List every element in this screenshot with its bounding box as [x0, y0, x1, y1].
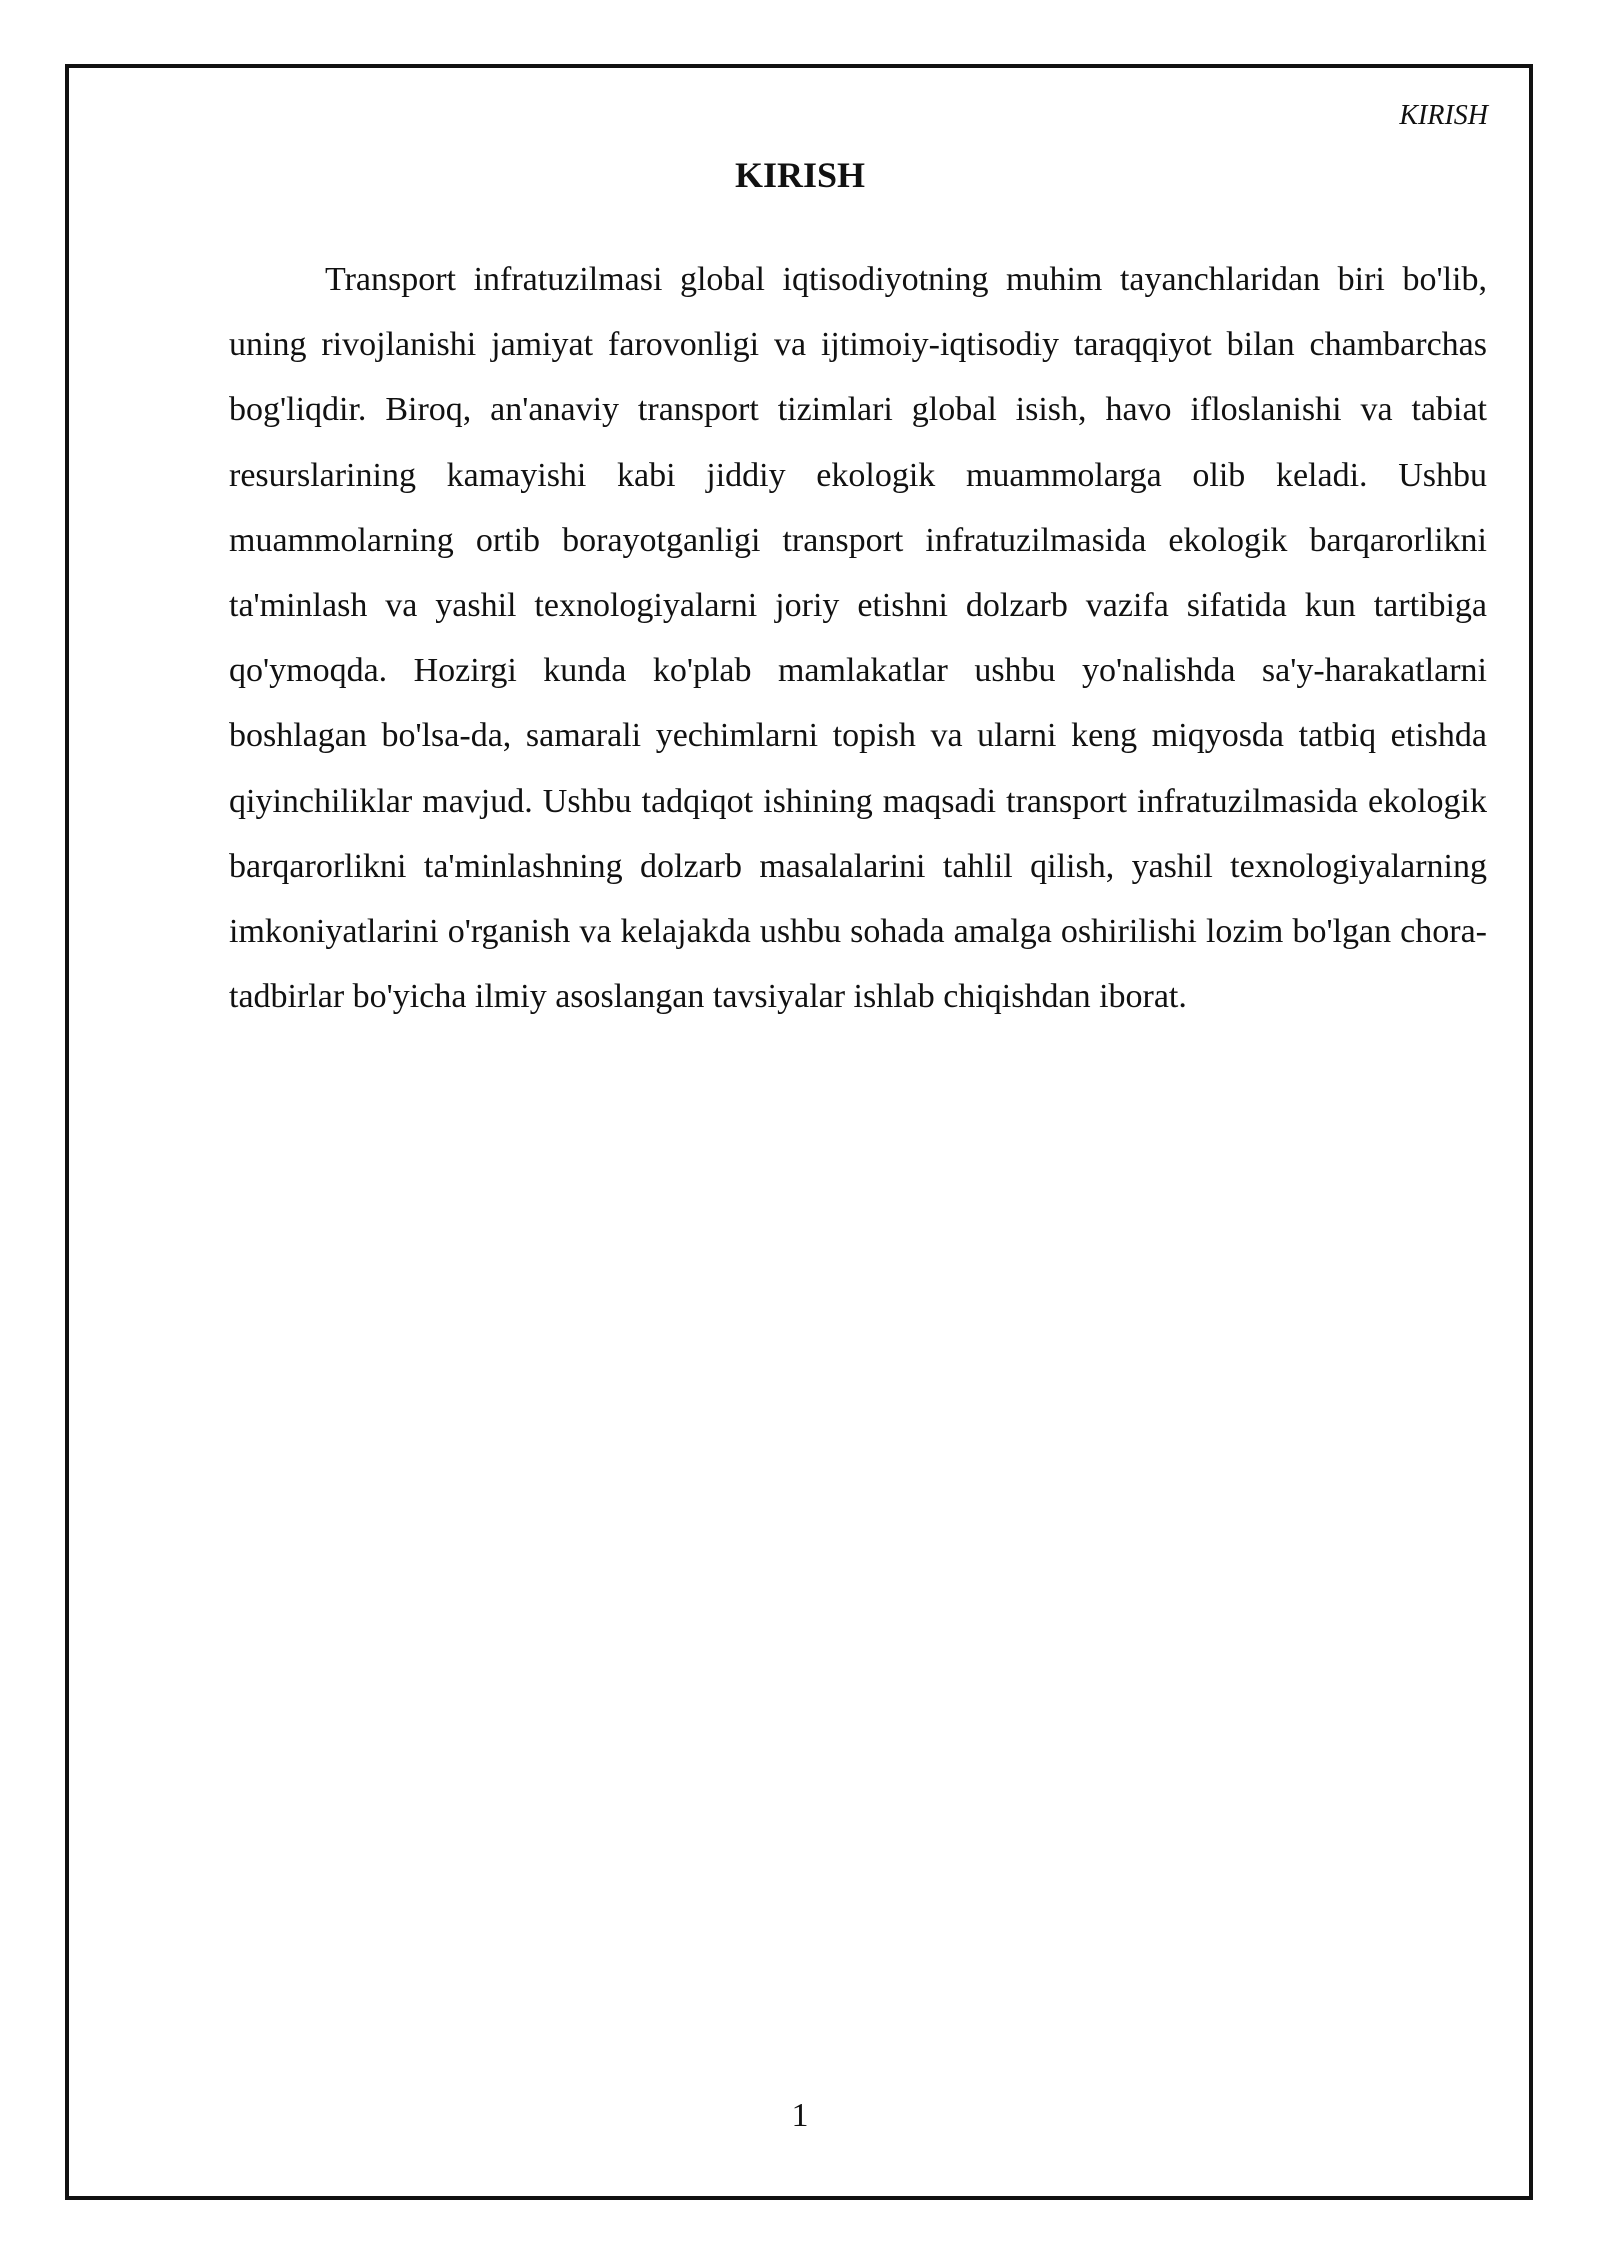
page-title: KIRISH	[734, 155, 866, 195]
body-paragraph: Transport infratuzilmasi global iqtisodiyotning muhim tayanchlaridan biri bo'lib, uning rivojlanishi jamiyat farovonligi va ijtimoiy-iqtisodiy taraqqiyot bilan chambarchas bog'liqdir. Biroq, an'anaviy transport tizimlari global isish, havo ifloslanishi va tabiat resurslarining kamayishi kabi jiddiy ekologik muammolarga olib keladi. Ushbu muammolarning ortib borayotganligi transport infratuzilmasida ekologik barqarorlikni ta'minlash va yashil texnologiyalarni joriy etishni dolzarb vazifa sifatida kun tartibiga qo'ymoqda. Hozirgi kunda ko'plab mamlakatlar ushbu yo'nalishda sa'y-harakatlarni boshlagan bo'lsa-da, samarali yechimlarni topish va ularni keng miqyosda tatbiq etishda qiyinchiliklar mavjud. Ushbu tadqiqot ishining maqsadi transport infratuzilmasida ekologik barqarorlikni ta'minlashning dolzarb masalalarini tahlil qilish, yashil texnologiyalarning imkoniyatlarini o'rganish va kelajakda ushbu sohada amalga oshirilishi lozim bo'lgan chora-tadbirlar bo'yicha ilmiy asoslangan tavsiyalar ishlab chiqishdan iborat.	[229, 261, 1487, 1016]
running-header: KIRISH	[1399, 100, 1488, 131]
page-number: 1	[791, 2097, 809, 2134]
